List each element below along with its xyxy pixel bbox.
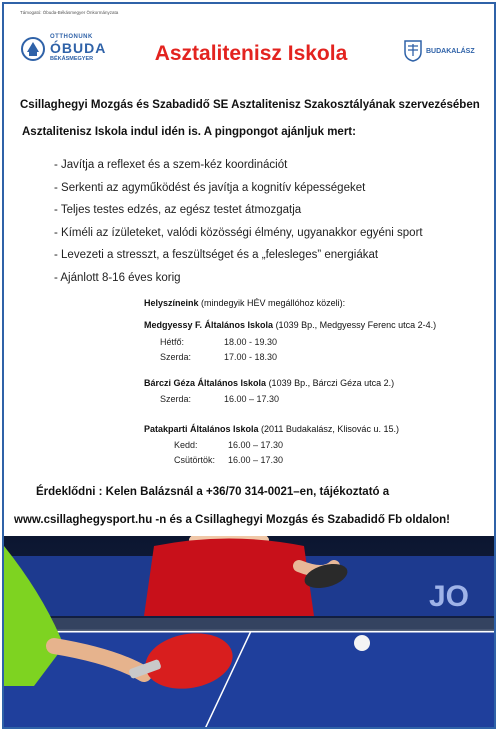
location-name: Patakparti Általános Iskola [144, 424, 259, 434]
budakalasz-logo [404, 40, 484, 66]
locations-heading-bold: Helyszíneink [144, 298, 199, 308]
obuda-logo-main: ÓBUDA [50, 40, 107, 56]
list-item: - Levezeti a stresszt, a feszültséget és a „felesleges” energiákat [54, 249, 379, 261]
contact-line: Érdeklődni : Kelen Balázsnál a +36/70 314-0021–en, tájékoztató a [36, 486, 390, 498]
list-item: - Serkenti az agyműködést és javítja a kognitív képességeket [54, 181, 366, 194]
location-address: (1039 Bp., Bárczi Géza utca 2.) [266, 378, 395, 388]
schedule-time: 17.00 - 18.30 [224, 352, 278, 362]
table-brand-text: JO [429, 580, 470, 613]
ball [354, 635, 370, 651]
schedule-time: 16.00 – 17.30 [228, 440, 284, 450]
list-item: - Kíméli az ízületeket, valódi közösségi élmény, ugyanakkor egyéni sport [54, 226, 423, 239]
table-tennis-photo [4, 536, 496, 729]
schedule-day: Szerda: [160, 352, 192, 362]
location-name: Medgyessy F. Általános Iskola [144, 320, 274, 330]
locations-heading-note: (mindegyik HÉV megállóhoz közeli): [198, 298, 346, 308]
schedule-time: 18.00 - 19.30 [224, 337, 278, 347]
intro-line: Asztalitenisz Iskola indul idén is. A pingpongot ajánljuk mert: [22, 126, 356, 138]
location-2 [144, 378, 394, 388]
budakalasz-shield-icon [404, 40, 422, 62]
schedule-row [160, 337, 277, 347]
obuda-logo-sub: BÉKÁSMEGYER [50, 56, 94, 62]
website-line: www.csillaghegysport.hu -n és a Csillaghegyi Mozgás és Szabadidő Fb oldalon! [14, 514, 451, 526]
schedule-row [160, 394, 279, 404]
schedule-row [174, 455, 283, 465]
schedule-day: Szerda: [160, 394, 192, 404]
location-1 [144, 320, 436, 330]
table-net [4, 618, 496, 631]
location-address: (2011 Budakalász, Klisovác u. 15.) [258, 424, 399, 434]
benefits-list [54, 154, 423, 289]
schedule-day: Csütörtök: [174, 455, 216, 465]
location-name: Bárczi Géza Általános Iskola [144, 378, 267, 388]
list-item: - Teljes testes edzés, az egész testet átmozgatja [54, 204, 302, 216]
poster [2, 2, 496, 729]
locations-heading [144, 298, 345, 308]
schedule-time: 16.00 – 17.30 [228, 455, 284, 465]
budakalasz-logo-text: BUDAKALÁSZ [426, 48, 475, 55]
schedule-day: Hétfő: [160, 337, 185, 347]
page-title: Asztalitenisz Iskola [154, 42, 348, 65]
organizer-line: Csillaghegyi Mozgás és Szabadidő SE Asztalitenisz Szakosztályának szervezésében [20, 99, 480, 111]
list-item: - Ajánlott 8-16 éves korig [54, 271, 181, 284]
player-shirt [144, 539, 314, 617]
schedule-row [160, 352, 277, 362]
sponsor-note: Támogató: Óbuda-Békásmegyer Önkormányzata [20, 10, 119, 15]
list-item: - Javítja a reflexet és a szem-kéz koordinációt [54, 159, 288, 171]
location-address: (1039 Bp., Medgyessy Ferenc utca 2-4.) [273, 320, 437, 330]
schedule-time: 16.00 – 17.30 [224, 394, 280, 404]
location-3 [144, 424, 399, 434]
obuda-logo-top: OTTHONUNK [50, 34, 93, 40]
schedule-row [174, 440, 283, 450]
schedule-day: Kedd: [174, 440, 198, 450]
